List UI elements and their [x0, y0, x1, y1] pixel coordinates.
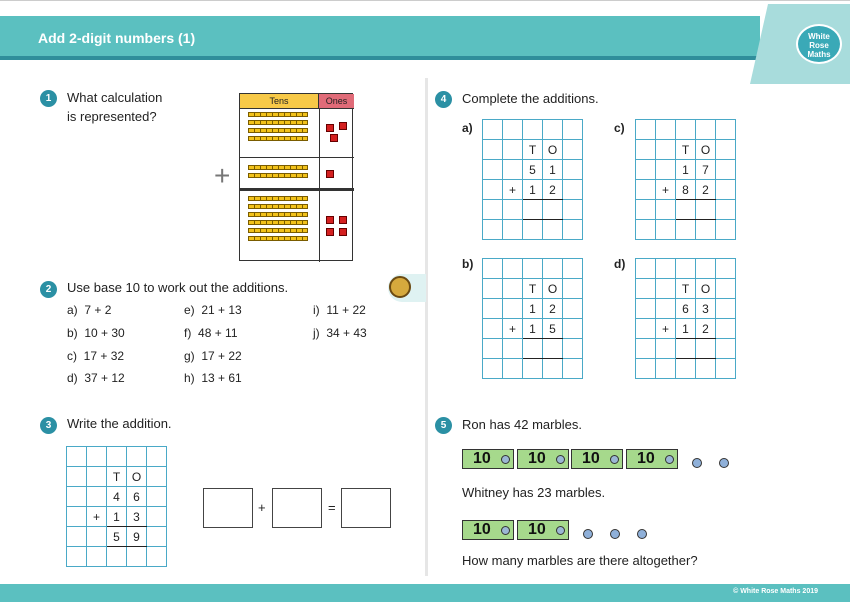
white-rose-logo: White Rose Maths [796, 24, 842, 64]
ten-rod [248, 220, 308, 225]
q4-grid-d [635, 258, 736, 379]
q4-label-b: b) [462, 257, 474, 271]
q5-question: How many marbles are there altogether? [462, 553, 698, 568]
marble-icon [583, 529, 593, 539]
ten-rod [248, 196, 308, 201]
grid-cell: 5 [523, 160, 543, 180]
grid-cell: O [543, 140, 563, 160]
marble-icon [719, 458, 729, 468]
grid-cell: 7 [696, 160, 716, 180]
q4-label-d: d) [614, 257, 626, 271]
column-divider [425, 78, 428, 576]
bench-icon [389, 276, 411, 298]
grid-cell: + [656, 180, 676, 200]
answer-box-3[interactable] [341, 488, 391, 528]
q2-item-d: d) 37 + 12 [67, 371, 125, 385]
ten-rod [248, 204, 308, 209]
plus-sign: + [258, 500, 266, 515]
question-3-text: Write the addition. [67, 416, 172, 431]
grid-cell: O [543, 279, 563, 299]
footer-bar [0, 584, 850, 602]
ten-rod [248, 136, 308, 141]
marble-icon [610, 529, 620, 539]
copyright: © White Rose Maths 2019 [733, 588, 818, 595]
grid-cell: T [676, 279, 696, 299]
grid-cell: 2 [543, 180, 563, 200]
one-cube [339, 122, 347, 130]
ten-rod [248, 236, 308, 241]
q4-grid-c [635, 119, 736, 240]
q4-label-c: c) [614, 121, 625, 135]
grid-cell: T [523, 140, 543, 160]
answer-box-2[interactable] [272, 488, 322, 528]
grid-cell: O [696, 140, 716, 160]
grid-cell: 5 [107, 527, 127, 547]
grid-cell: 6 [127, 487, 147, 507]
grid-cell: 1 [543, 160, 563, 180]
grid-cell: 3 [696, 299, 716, 319]
chart-total-line [240, 188, 354, 191]
question-2-text: Use base 10 to work out the additions. [67, 280, 289, 295]
chart-divider [319, 108, 320, 262]
ten-bar: 10 [517, 449, 569, 469]
q4-label-a: a) [462, 121, 473, 135]
page-title: Add 2-digit numbers (1) [38, 30, 196, 46]
grid-cell: 9 [127, 527, 147, 547]
ten-rod [248, 228, 308, 233]
grid-cell: 2 [696, 319, 716, 339]
answer-box-1[interactable] [203, 488, 253, 528]
q4-grid-b [482, 258, 583, 379]
ron-text: Ron has 42 marbles. [462, 417, 582, 432]
q2-item-e: e) 21 + 13 [184, 303, 242, 317]
grid-cell: 5 [543, 319, 563, 339]
answer-cell[interactable] [676, 339, 696, 359]
grid-cell: + [87, 507, 107, 527]
grid-cell: 3 [127, 507, 147, 527]
chart-row-line [240, 108, 354, 109]
whitney-text: Whitney has 23 marbles. [462, 485, 606, 500]
ten-rod [248, 173, 308, 178]
grid-cell: 4 [107, 487, 127, 507]
grid-cell: 1 [523, 180, 543, 200]
q3-grid [66, 446, 167, 567]
question-4-text: Complete the additions. [462, 91, 599, 106]
q2-item-a: a) 7 + 2 [67, 303, 112, 317]
one-cube [326, 216, 334, 224]
answer-cell[interactable] [543, 339, 563, 359]
grid-cell: O [696, 279, 716, 299]
q2-item-f: f) 48 + 11 [184, 326, 238, 340]
marble-icon [637, 529, 647, 539]
ten-bar: 10 [571, 449, 623, 469]
grid-cell: 2 [543, 299, 563, 319]
answer-cell[interactable] [543, 200, 563, 220]
grid-cell: T [107, 467, 127, 487]
equals-sign: = [328, 500, 336, 515]
q2-item-h: h) 13 + 61 [184, 371, 242, 385]
answer-cell[interactable] [523, 339, 543, 359]
one-cube [326, 228, 334, 236]
question-1-text [67, 88, 162, 126]
question-2-number: 2 [40, 281, 57, 298]
ten-bar: 10 [626, 449, 678, 469]
ten-rod [248, 128, 308, 133]
grid-cell: 6 [676, 299, 696, 319]
q1-line1: What calculation [67, 90, 163, 105]
answer-cell[interactable] [696, 200, 716, 220]
grid-cell: O [127, 467, 147, 487]
chart-row-line [240, 157, 354, 158]
one-cube [330, 134, 338, 142]
q2-item-j: j) 34 + 43 [313, 326, 367, 340]
question-3-number: 3 [40, 417, 57, 434]
answer-cell[interactable] [676, 200, 696, 220]
one-cube [326, 124, 334, 132]
grid-cell: + [503, 180, 523, 200]
top-border [0, 0, 850, 1]
grid-cell: 2 [696, 180, 716, 200]
marble-icon [692, 458, 702, 468]
answer-cell[interactable] [696, 339, 716, 359]
grid-cell: T [523, 279, 543, 299]
plus-symbol: + [214, 160, 231, 191]
ten-rod [248, 112, 308, 117]
question-5-number: 5 [435, 417, 452, 434]
q2-item-g: g) 17 + 22 [184, 349, 242, 363]
grid-cell: + [656, 319, 676, 339]
one-cube [339, 228, 347, 236]
ten-bar: 10 [462, 449, 514, 469]
q2-item-c: c) 17 + 32 [67, 349, 125, 363]
ten-bar: 10 [462, 520, 514, 540]
one-cube [339, 216, 347, 224]
grid-cell: 1 [676, 319, 696, 339]
answer-cell[interactable] [523, 200, 543, 220]
grid-cell: 1 [523, 319, 543, 339]
grid-cell: 8 [676, 180, 696, 200]
grid-cell: 1 [523, 299, 543, 319]
one-cube [326, 170, 334, 178]
grid-cell: 1 [676, 160, 696, 180]
ten-bar: 10 [517, 520, 569, 540]
place-value-chart [239, 93, 353, 261]
ones-header: Ones [319, 94, 354, 108]
question-4-number: 4 [435, 91, 452, 108]
q4-grid-a [482, 119, 583, 240]
grid-cell: 1 [107, 507, 127, 527]
tens-header: Tens [240, 94, 319, 108]
question-1-number: 1 [40, 90, 57, 107]
ten-rod [248, 212, 308, 217]
q2-item-b: b) 10 + 30 [67, 326, 125, 340]
grid-cell: + [503, 319, 523, 339]
ten-rod [248, 165, 308, 170]
q1-line2: is represented? [67, 109, 157, 124]
ten-rod [248, 120, 308, 125]
q2-item-i: i) 11 + 22 [313, 303, 366, 317]
grid-cell: T [676, 140, 696, 160]
